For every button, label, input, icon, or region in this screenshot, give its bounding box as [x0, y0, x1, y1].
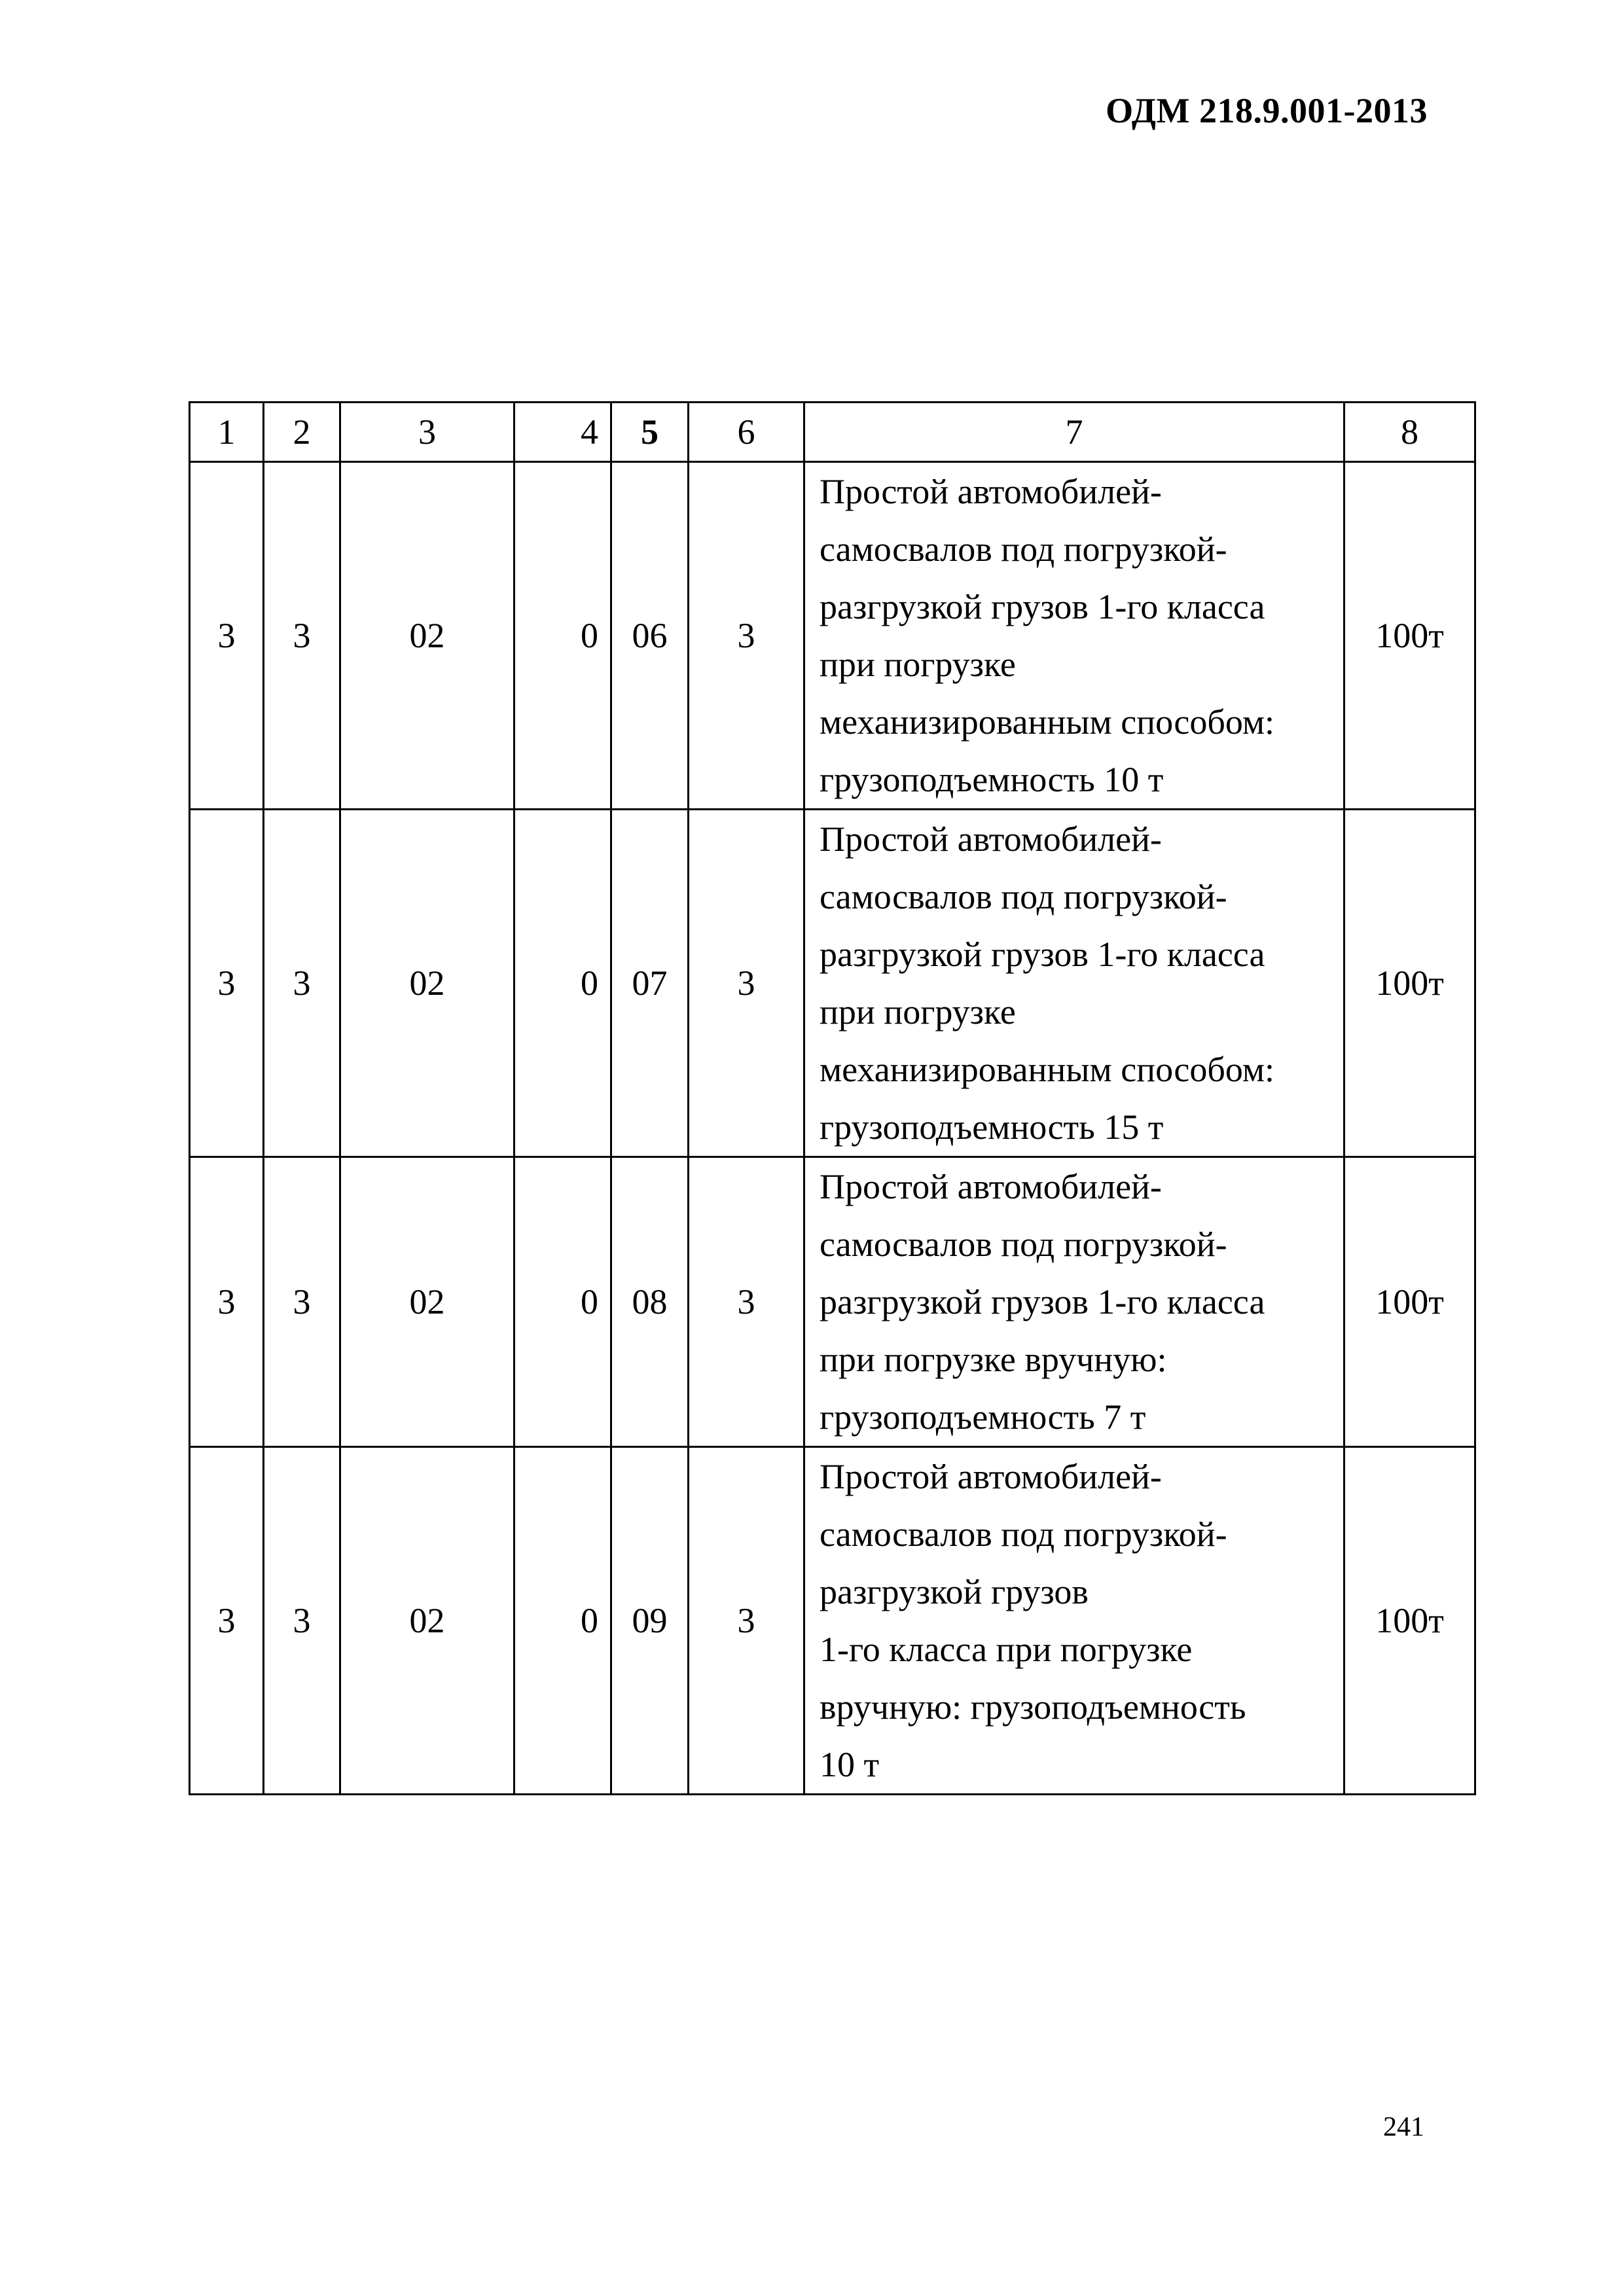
table-cell: 02 — [340, 810, 514, 1157]
table-cell: 06 — [611, 462, 689, 810]
table-row — [190, 1447, 1475, 1795]
table-cell: 02 — [340, 462, 514, 810]
description-cell: Простой автомобилей- самосвалов под погрузкой- разгрузкой грузов 1-го класса при погрузке механизированным способом: грузоподъемность 15 т — [804, 810, 1344, 1157]
description-cell: Простой автомобилей- самосвалов под погрузкой- разгрузкой грузов 1-го класса при погрузке вручную: грузоподъемность 10 т — [804, 1447, 1344, 1795]
column-header: 7 — [804, 403, 1344, 462]
table-cell: 3 — [190, 810, 264, 1157]
table-cell: 3 — [190, 1447, 264, 1795]
table-cell: 3 — [689, 810, 804, 1157]
table-cell: 0 — [514, 810, 611, 1157]
column-header: 8 — [1344, 403, 1475, 462]
table-cell: 100т — [1344, 462, 1475, 810]
column-header: 5 — [611, 403, 689, 462]
table-cell: 3 — [264, 810, 340, 1157]
document-code: ОДМ 218.9.001-2013 — [1106, 91, 1428, 130]
description-cell: Простой автомобилей- самосвалов под погрузкой- разгрузкой грузов 1-го класса при погрузке вручную: грузоподъемность 7 т — [804, 1157, 1344, 1447]
table-cell: 3 — [689, 462, 804, 810]
table-cell: 02 — [340, 1447, 514, 1795]
table-cell: 100т — [1344, 810, 1475, 1157]
table-cell: 3 — [689, 1447, 804, 1795]
table-cell: 3 — [264, 1157, 340, 1447]
table-row — [190, 462, 1475, 810]
description-cell: Простой автомобилей- самосвалов под погрузкой- разгрузкой грузов 1-го класса при погрузке механизированным способом: грузоподъемность 10 т — [804, 462, 1344, 810]
norms-table — [189, 401, 1476, 1795]
table-cell: 3 — [264, 1447, 340, 1795]
table-cell: 3 — [190, 462, 264, 810]
table-cell: 0 — [514, 1447, 611, 1795]
column-header: 6 — [689, 403, 804, 462]
table-row — [190, 1157, 1475, 1447]
column-header: 1 — [190, 403, 264, 462]
table-header-row — [190, 403, 1475, 462]
table-cell: 08 — [611, 1157, 689, 1447]
table-cell: 100т — [1344, 1157, 1475, 1447]
table-cell: 3 — [190, 1157, 264, 1447]
table-cell: 0 — [514, 1157, 611, 1447]
table-cell: 0 — [514, 462, 611, 810]
column-header: 2 — [264, 403, 340, 462]
table-cell: 07 — [611, 810, 689, 1157]
table-row — [190, 810, 1475, 1157]
table-cell: 02 — [340, 1157, 514, 1447]
table-cell: 3 — [689, 1157, 804, 1447]
page-number: 241 — [1383, 2112, 1424, 2142]
column-header: 4 — [514, 403, 611, 462]
table-cell: 100т — [1344, 1447, 1475, 1795]
table-cell: 3 — [264, 462, 340, 810]
table-cell: 09 — [611, 1447, 689, 1795]
column-header: 3 — [340, 403, 514, 462]
